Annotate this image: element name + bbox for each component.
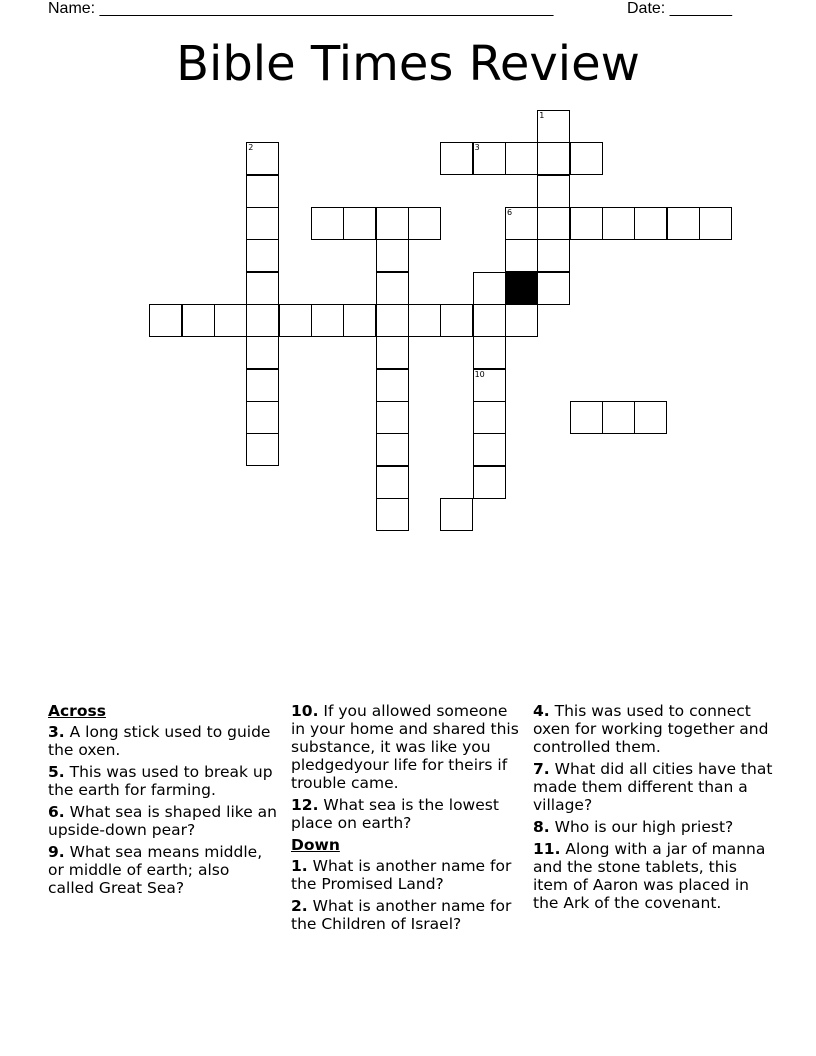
grid-cell[interactable] bbox=[279, 304, 312, 337]
down-heading: Down bbox=[291, 836, 340, 854]
grid-cell[interactable] bbox=[473, 142, 506, 175]
grid-cell[interactable] bbox=[246, 272, 279, 305]
grid-cell[interactable] bbox=[376, 369, 409, 402]
clue-down-4: 4. This was used to connect oxen for working together and controlled them. bbox=[533, 702, 769, 756]
grid-cell[interactable] bbox=[408, 304, 441, 337]
grid-cell[interactable] bbox=[602, 207, 635, 240]
clue-down-2: 2. What is another name for the Children of Israel? bbox=[291, 897, 512, 933]
clue-column-2 bbox=[291, 702, 523, 937]
grid-cell[interactable] bbox=[376, 239, 409, 272]
clue-across-12: 12. What sea is the lowest place on earth? bbox=[291, 796, 499, 832]
grid-cell[interactable] bbox=[699, 207, 732, 240]
grid-cell[interactable] bbox=[473, 433, 506, 466]
grid-cell[interactable] bbox=[246, 433, 279, 466]
clue-across-9: 9. What sea means middle, or middle of earth; also called Great Sea? bbox=[48, 843, 263, 897]
clue-number: 6 bbox=[507, 208, 513, 217]
grid-cell[interactable] bbox=[376, 498, 409, 531]
grid-cell[interactable] bbox=[376, 401, 409, 434]
grid-cell[interactable] bbox=[634, 207, 667, 240]
grid-cell[interactable] bbox=[602, 401, 635, 434]
clue-across-3: 3. A long stick used to guide the oxen. bbox=[48, 723, 271, 759]
grid-cell[interactable] bbox=[667, 207, 700, 240]
clue-down-11: 11. Along with a jar of manna and the stone tablets, this item of Aaron was placed in the Ark of the covenant. bbox=[533, 840, 766, 912]
grid-cell[interactable] bbox=[408, 207, 441, 240]
grid-block bbox=[505, 272, 538, 305]
grid-cell[interactable] bbox=[376, 466, 409, 499]
grid-cell[interactable] bbox=[246, 336, 279, 369]
grid-cell[interactable] bbox=[376, 336, 409, 369]
grid-cell[interactable] bbox=[537, 110, 570, 143]
grid-cell[interactable] bbox=[634, 401, 667, 434]
grid-cell[interactable] bbox=[149, 304, 182, 337]
grid-cell[interactable] bbox=[473, 466, 506, 499]
grid-cell[interactable] bbox=[505, 142, 538, 175]
grid-cell[interactable] bbox=[246, 175, 279, 208]
grid-cell[interactable] bbox=[246, 239, 279, 272]
clue-column-1 bbox=[48, 702, 280, 901]
clue-column-3 bbox=[533, 702, 773, 916]
grid-cell[interactable] bbox=[246, 142, 279, 175]
clue-number: 1 bbox=[539, 111, 545, 120]
grid-cell[interactable] bbox=[343, 207, 376, 240]
grid-cell[interactable] bbox=[537, 239, 570, 272]
grid-cell[interactable] bbox=[343, 304, 376, 337]
name-field[interactable]: Name: ___________________________________________________ bbox=[48, 0, 554, 17]
grid-cell[interactable] bbox=[570, 142, 603, 175]
clue-across-5: 5. This was used to break up the earth for farming. bbox=[48, 763, 273, 799]
clue-number: 10 bbox=[474, 369, 485, 379]
grid-cell[interactable] bbox=[537, 142, 570, 175]
grid-cell[interactable] bbox=[537, 207, 570, 240]
page-title: Bible Times Review bbox=[176, 36, 640, 92]
grid-cell[interactable] bbox=[505, 239, 538, 272]
grid-cell[interactable] bbox=[311, 304, 344, 337]
grid-cell[interactable] bbox=[246, 369, 279, 402]
grid-cell[interactable] bbox=[505, 207, 538, 240]
grid-cell[interactable] bbox=[570, 207, 603, 240]
grid-cell[interactable] bbox=[537, 175, 570, 208]
grid-cell[interactable] bbox=[570, 401, 603, 434]
clue-down-1: 1. What is another name for the Promised Land? bbox=[291, 857, 512, 893]
clue-across-6: 6. What sea is shaped like an upside-down pear? bbox=[48, 803, 277, 839]
grid-cell[interactable] bbox=[246, 207, 279, 240]
grid-cell[interactable] bbox=[473, 336, 506, 369]
grid-cell[interactable] bbox=[473, 304, 506, 337]
across-heading: Across bbox=[48, 702, 106, 720]
grid-cell[interactable] bbox=[182, 304, 215, 337]
grid-cell[interactable] bbox=[376, 272, 409, 305]
clue-number: 3 bbox=[474, 143, 480, 153]
grid-cell[interactable] bbox=[214, 304, 247, 337]
grid-cell[interactable] bbox=[246, 401, 279, 434]
grid-cell[interactable] bbox=[440, 498, 473, 531]
clue-number: 2 bbox=[248, 143, 254, 153]
grid-cell[interactable] bbox=[473, 369, 506, 402]
grid-cell[interactable] bbox=[376, 304, 409, 337]
grid-cell[interactable] bbox=[376, 207, 409, 240]
date-field[interactable]: Date: _______ bbox=[627, 0, 732, 17]
grid-cell[interactable] bbox=[376, 433, 409, 466]
clue-down-7: 7. What did all cities have that made them different than a village? bbox=[533, 760, 773, 814]
grid-cell[interactable] bbox=[473, 401, 506, 434]
grid-cell[interactable] bbox=[537, 272, 570, 305]
grid-cell[interactable] bbox=[311, 207, 344, 240]
clue-down-8: 8. Who is our high priest? bbox=[533, 818, 734, 836]
grid-cell[interactable] bbox=[505, 304, 538, 337]
grid-cell[interactable] bbox=[440, 304, 473, 337]
grid-cell[interactable] bbox=[473, 272, 506, 305]
clue-across-10: 10. If you allowed someone in your home and shared this substance, it was like you pledgedyour life for theirs if trouble came. bbox=[291, 702, 519, 792]
grid-cell[interactable] bbox=[440, 142, 473, 175]
grid-cell[interactable] bbox=[246, 304, 279, 337]
